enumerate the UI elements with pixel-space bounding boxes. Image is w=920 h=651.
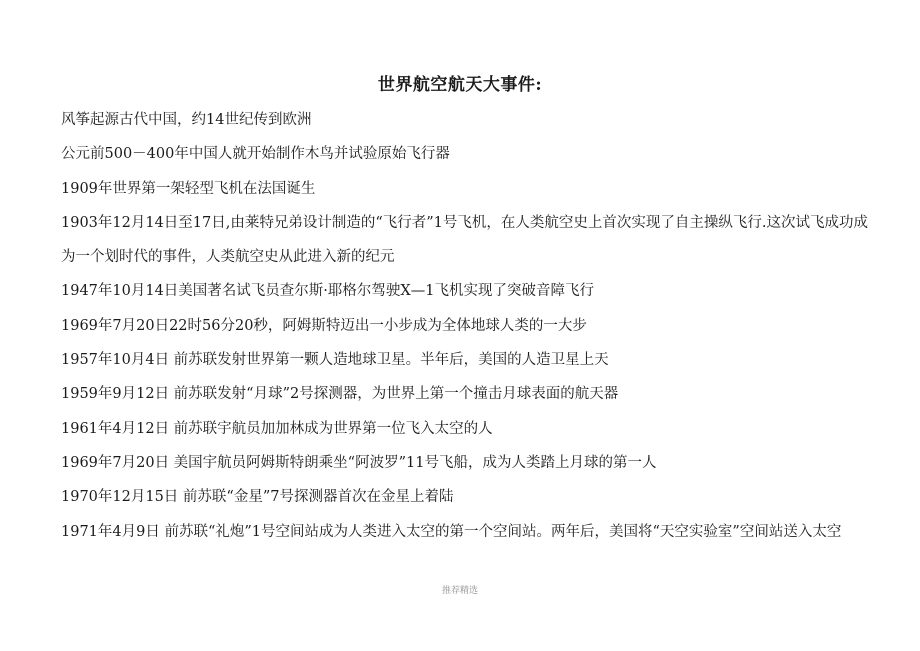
event-entry: 1959年9月12日 前苏联发射“月球”2号探测器，为世界上第一个撞击月球表面的航天器 <box>61 386 619 403</box>
event-entry: 1970年12月15日 前苏联“金星”7号探测器首次在金星上着陆 <box>61 489 454 506</box>
event-entry: 1969年7月20日 美国宇航员阿姆斯特朗乘坐“阿波罗”11号飞船，成为人类踏上月球的第一人 <box>61 454 657 471</box>
event-entry: 1961年4月12日 前苏联宇航员加加林成为世界第一位飞入太空的人 <box>61 420 493 437</box>
event-entry: 1947年10月14日美国著名试飞员查尔斯·耶格尔驾驶X—1飞机实现了突破音障飞行 <box>61 283 594 300</box>
page-title: 世界航空航天大事件: <box>377 75 543 95</box>
event-list <box>61 103 871 549</box>
event-entry: 公元前500－400年中国人就开始制作木鸟并试验原始飞行器 <box>61 146 450 163</box>
footer-note: 推荐精选 <box>441 586 478 596</box>
event-entry: 1909年世界第一架轻型飞机在法国诞生 <box>61 180 316 197</box>
event-entry: 1903年12月14日至17日,由莱特兄弟设计制造的“飞行者”1号飞机，在人类航空史上首次实现了自主操纵飞行.这次试飞成功成为一个划时代的事件，人类航空史从此进入新的纪元 <box>61 214 869 266</box>
event-entry: 风筝起源古代中国，约14世纪传到欧洲 <box>61 112 312 128</box>
event-entry: 1969年7月20日22时56分20秒，阿姆斯特迈出一小步成为全体地球人类的一大步 <box>61 317 587 334</box>
event-entry: 1957年10月4日 前苏联发射世界第一颗人造地球卫星。半年后，美国的人造卫星上天 <box>61 352 609 369</box>
event-entry: 1971年4月9日 前苏联“礼炮”1号空间站成为人类进入太空的第一个空间站。两年后，美国将“天空实验室”空间站送入太空 <box>61 523 842 540</box>
